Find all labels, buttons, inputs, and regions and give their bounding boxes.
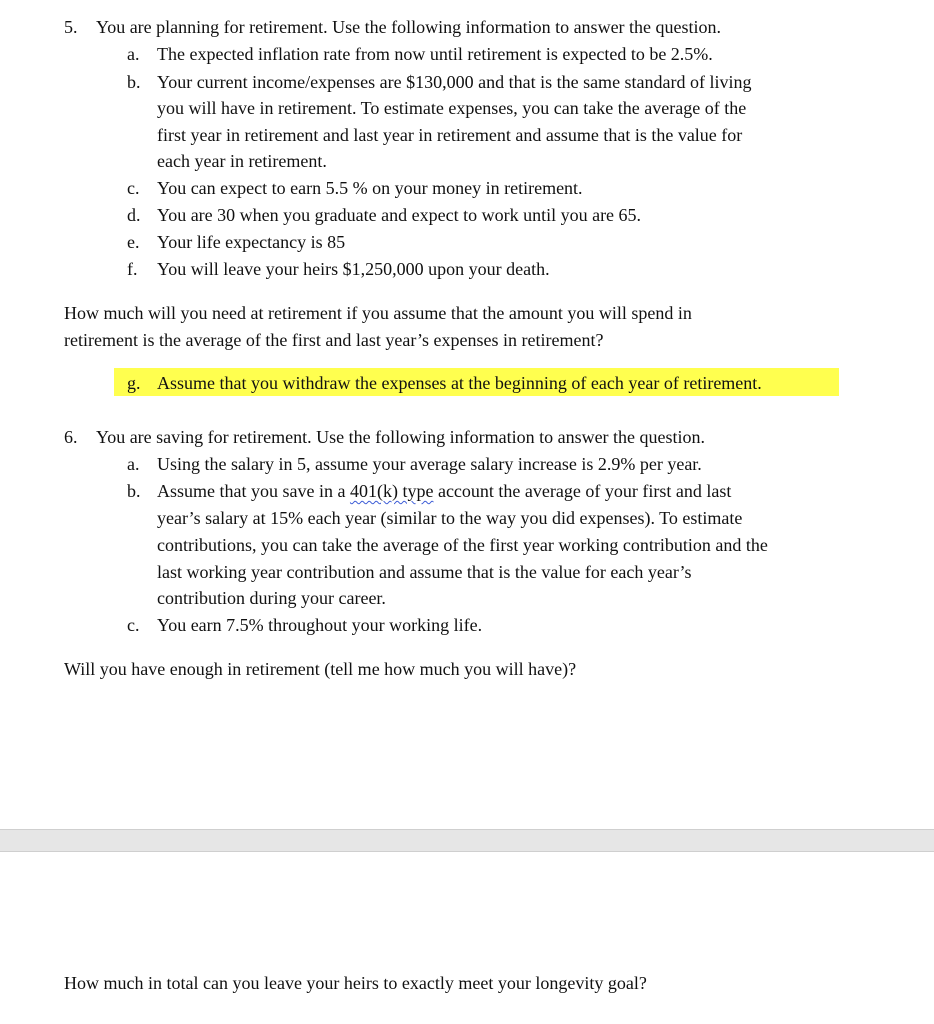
q5-item-f-letter: f. xyxy=(127,259,138,279)
question-5-intro: You are planning for retirement. Use the following information to answer the question. xyxy=(96,17,722,37)
q5-item-e-text: Your life expectancy is 85 xyxy=(157,232,346,252)
q6-item-a-text: Using the salary in 5, assume your average salary increase is 2.9% per year. xyxy=(157,454,702,474)
q6-item-b-line: last working year contribution and assume that is the value for each year’s xyxy=(157,562,692,582)
q6-item-c-letter: c. xyxy=(127,615,140,635)
q5-item-b-line: you will have in retirement. To estimate expenses, you can take the average of the xyxy=(157,98,747,118)
q6-item-b-line: contributions, you can take the average of the first year working contribution and the xyxy=(157,535,768,555)
q5-item-f-text: You will leave your heirs $1,250,000 upon your death. xyxy=(157,259,550,279)
page-break xyxy=(0,829,934,852)
q5-item-c-text: You can expect to earn 5.5 % on your money in retirement. xyxy=(157,178,583,198)
q5-item-a-text: The expected inflation rate from now until retirement is expected to be 2.5%. xyxy=(157,44,713,64)
q6-item-b-letter: b. xyxy=(127,481,141,501)
q6-item-b-line: contribution during your career. xyxy=(157,588,386,608)
q5-item-b-line: first year in retirement and last year in retirement and assume that is the value for xyxy=(157,125,743,145)
q6-item-b-pre: Assume that you save in a xyxy=(157,481,350,501)
q6-item-b-post: account the average of your first and last xyxy=(433,481,732,501)
final-question: How much in total can you leave your heirs to exactly meet your longevity goal? xyxy=(64,973,647,993)
q5-item-b-line: each year in retirement. xyxy=(157,151,327,171)
q6-item-b-line: year’s salary at 15% each year (similar to the way you did expenses). To estimate xyxy=(157,508,743,528)
q6-item-b-line-1 xyxy=(157,480,731,504)
q6-item-c-text: You earn 7.5% throughout your working life. xyxy=(157,615,483,635)
q5-item-e-letter: e. xyxy=(127,232,140,252)
question-6-intro: You are saving for retirement. Use the following information to answer the question. xyxy=(96,427,706,447)
document-page-bottom xyxy=(0,852,934,1024)
q5-item-g-letter: g. xyxy=(127,373,141,393)
question-5-number: 5. xyxy=(64,17,78,37)
question-6-prompt: Will you have enough in retirement (tell me how much you will have)? xyxy=(64,659,577,679)
q5-item-a-letter: a. xyxy=(127,44,140,64)
q5-item-d-letter: d. xyxy=(127,205,141,225)
question-6-number: 6. xyxy=(64,427,78,447)
q5-item-c-letter: c. xyxy=(127,178,140,198)
401k-type-link[interactable]: 401(k) type xyxy=(349,481,434,501)
q5-item-g-text: Assume that you withdraw the expenses at the beginning of each year of retirement. xyxy=(157,373,762,393)
q5-item-b-line: Your current income/expenses are $130,000 and that is the same standard of living xyxy=(157,72,752,92)
q5-item-b-letter: b. xyxy=(127,72,141,92)
q5-item-d-text: You are 30 when you graduate and expect to work until you are 65. xyxy=(157,205,642,225)
q6-item-a-letter: a. xyxy=(127,454,140,474)
question-5-prompt-line: How much will you need at retirement if you assume that the amount you will spend in xyxy=(64,303,692,323)
question-5-prompt-line: retirement is the average of the first and last year’s expenses in retirement? xyxy=(64,330,604,350)
